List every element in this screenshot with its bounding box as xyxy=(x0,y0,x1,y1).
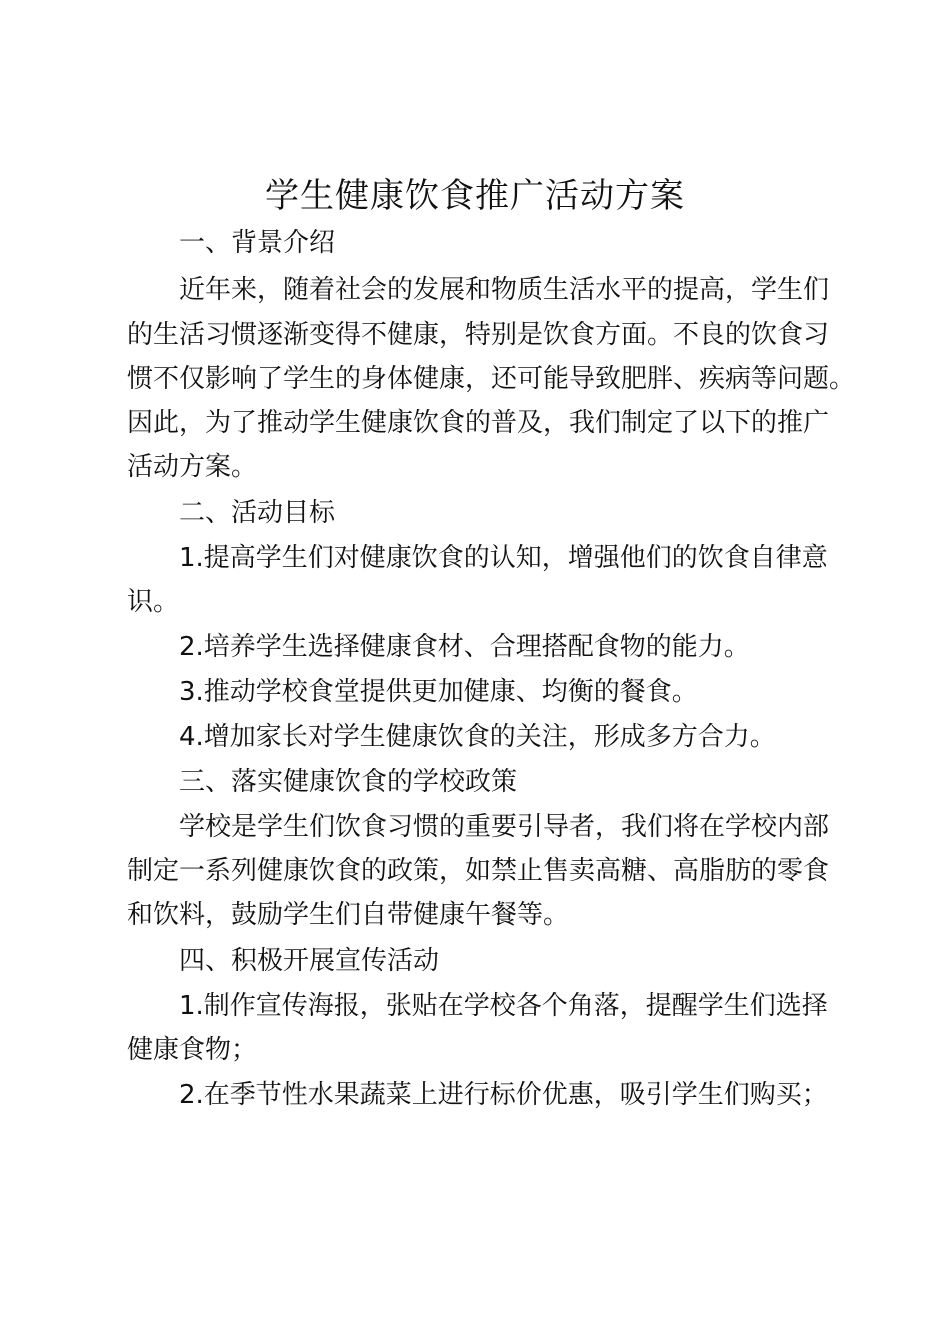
paragraph-line: 活动方案。 xyxy=(127,452,258,482)
paragraph-line: 因此，为了推动学生健康饮食的普及，我们制定了以下的推广 xyxy=(127,408,830,438)
list-item-line: 健康食物； xyxy=(127,1035,258,1065)
list-item-line: 识。 xyxy=(127,587,180,617)
section-heading-policy: 三、落实健康饮食的学校政策 xyxy=(179,767,518,797)
list-item-line: 2.培养学生选择健康食材、合理搭配食物的能力。 xyxy=(179,632,750,662)
list-item-line: 1.提高学生们对健康饮食的认知，增强他们的饮食自律意 xyxy=(179,543,828,573)
list-item-line: 4.增加家长对学生健康饮食的关注，形成多方合力。 xyxy=(179,722,776,752)
paragraph-line: 近年来，随着社会的发展和物质生活水平的提高，学生们 xyxy=(179,275,830,305)
paragraph-line: 制定一系列健康饮食的政策，如禁止售卖高糖、高脂肪的零食 xyxy=(127,856,830,886)
list-item-line: 3.推动学校食堂提供更加健康、均衡的餐食。 xyxy=(179,677,698,707)
paragraph-line: 学校是学生们饮食习惯的重要引导者，我们将在学校内部 xyxy=(179,812,830,842)
section-heading-goals: 二、活动目标 xyxy=(179,498,336,528)
document-title: 学生健康饮食推广活动方案 xyxy=(265,176,685,216)
list-item-line: 1.制作宣传海报，张贴在学校各个角落，提醒学生们选择 xyxy=(179,991,828,1021)
paragraph-line: 惯不仅影响了学生的身体健康，还可能导致肥胖、疾病等问题。 xyxy=(127,364,856,394)
section-heading-promotion: 四、积极开展宣传活动 xyxy=(179,946,440,976)
list-item-line: 2.在季节性水果蔬菜上进行标价优惠，吸引学生们购买； xyxy=(179,1080,828,1110)
paragraph-line: 和饮料，鼓励学生们自带健康午餐等。 xyxy=(127,900,570,930)
paragraph-line: 的生活习惯逐渐变得不健康，特别是饮食方面。不良的饮食习 xyxy=(127,320,830,350)
section-heading-background: 一、背景介绍 xyxy=(179,228,336,258)
